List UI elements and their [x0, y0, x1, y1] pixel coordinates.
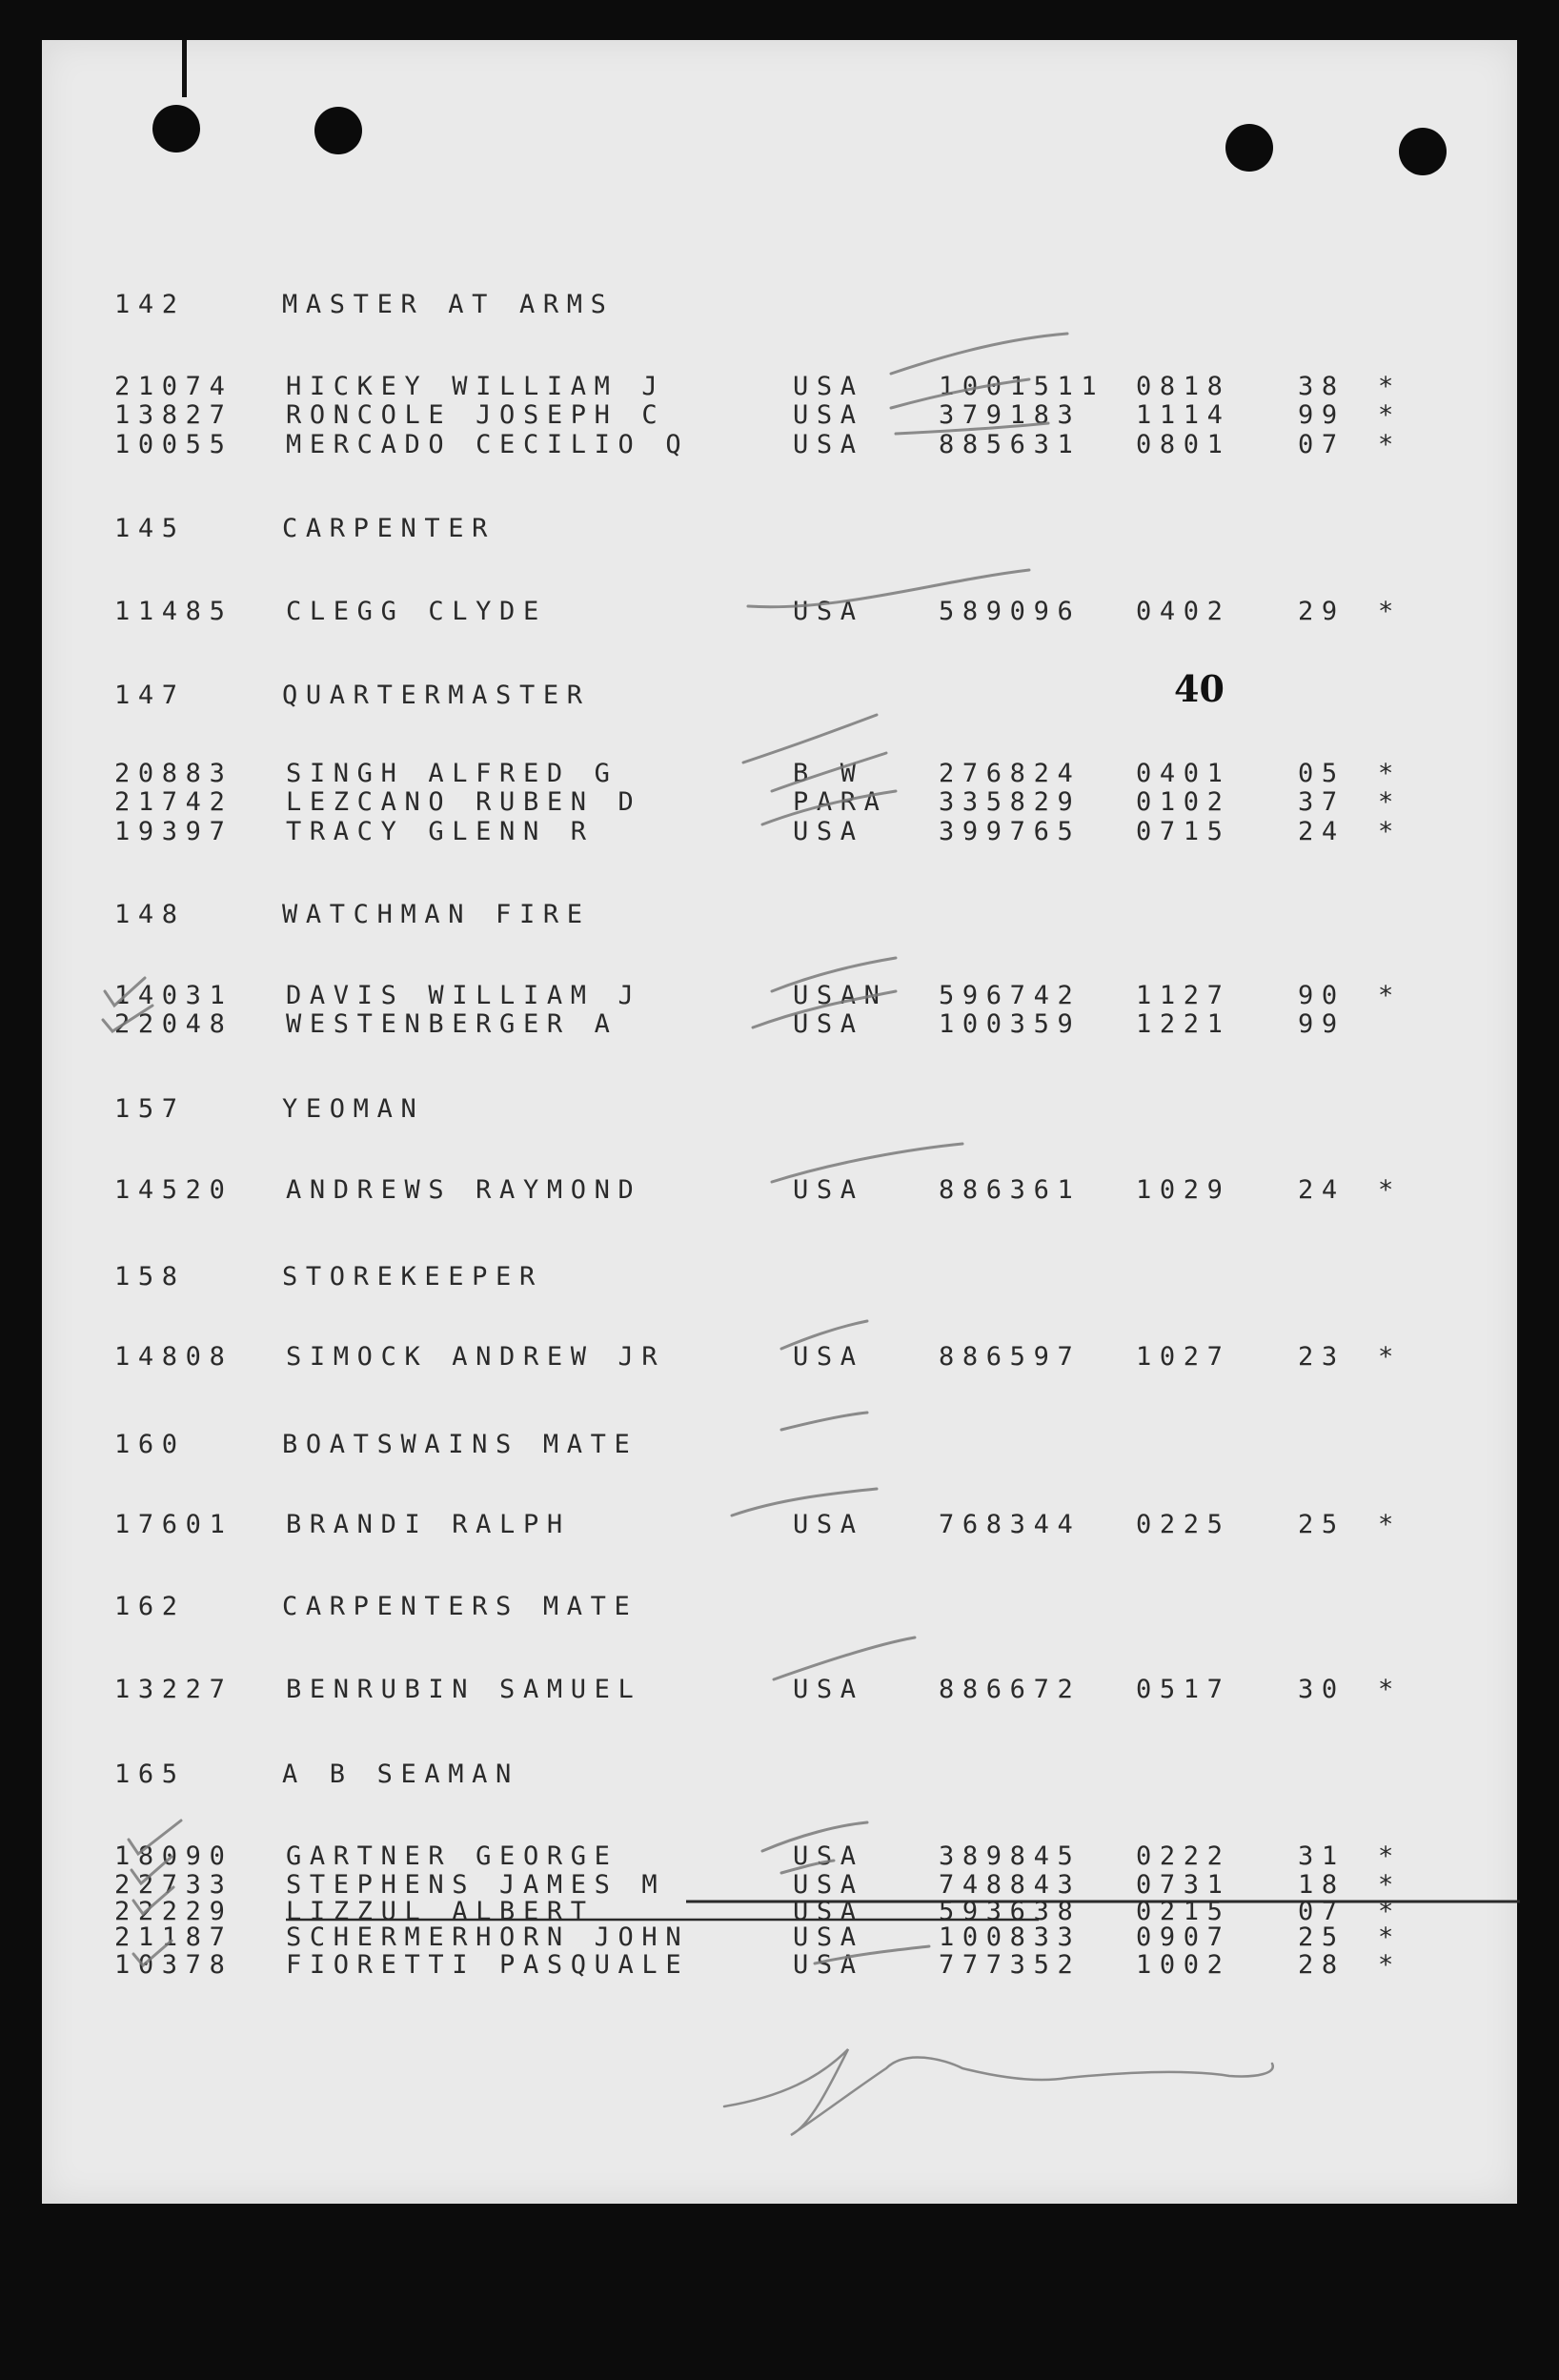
year-code: 18 [1298, 1870, 1346, 1900]
rating-title: A B SEAMAN [282, 1760, 519, 1789]
rating-code: 162 [114, 1592, 186, 1621]
date-code: 1114 [1136, 400, 1231, 430]
asterisk-mark: * [1378, 1841, 1402, 1871]
seaman-id: 14520 [114, 1175, 233, 1205]
document-number: 100833 [939, 1922, 1082, 1952]
seaman-id: 19397 [114, 817, 233, 846]
asterisk-mark: * [1378, 400, 1402, 430]
asterisk-mark: * [1378, 1950, 1402, 1980]
nationality: USA [793, 1870, 864, 1900]
date-code: 0801 [1136, 430, 1231, 459]
rating-code: 157 [114, 1094, 186, 1124]
year-code: 23 [1298, 1342, 1346, 1372]
document-number: 589096 [939, 597, 1082, 626]
nationality: B W [793, 759, 864, 788]
seaman-name: GARTNER GEORGE [286, 1841, 618, 1871]
seaman-name: STEPHENS JAMES M [286, 1870, 666, 1900]
document-number: 399765 [939, 817, 1082, 846]
seaman-name: HICKEY WILLIAM J [286, 372, 666, 401]
seaman-id: 13227 [114, 1675, 233, 1704]
nationality: USA [793, 1175, 864, 1205]
asterisk-mark: * [1378, 981, 1402, 1010]
document-number: 379183 [939, 400, 1082, 430]
seaman-name: SINGH ALFRED G [286, 759, 618, 788]
date-code: 1029 [1136, 1175, 1231, 1205]
year-code: 99 [1298, 400, 1346, 430]
year-code: 25 [1298, 1922, 1346, 1952]
rating-code: 148 [114, 900, 186, 929]
year-code: 25 [1298, 1510, 1346, 1539]
seaman-name: SIMOCK ANDREW JR [286, 1342, 666, 1372]
nationality: USA [793, 1675, 864, 1704]
document-number: 596742 [939, 981, 1082, 1010]
rating-title: MASTER AT ARMS [282, 290, 615, 319]
asterisk-mark: * [1378, 787, 1402, 817]
seaman-name: FIORETTI PASQUALE [286, 1950, 690, 1980]
date-code: 0402 [1136, 597, 1231, 626]
rating-code: 158 [114, 1262, 186, 1292]
asterisk-mark: * [1378, 597, 1402, 626]
year-code: 07 [1298, 1897, 1346, 1926]
year-code: 05 [1298, 759, 1346, 788]
seaman-name: BRANDI RALPH [286, 1510, 571, 1539]
seaman-id: 18090 [114, 1841, 233, 1871]
seaman-name: TRACY GLENN R [286, 817, 595, 846]
rating-title: BOATSWAINS MATE [282, 1430, 638, 1459]
nationality: USA [793, 597, 864, 626]
date-code: 0731 [1136, 1870, 1231, 1900]
seaman-name: LIZZUL ALBERT [286, 1897, 595, 1926]
asterisk-mark: * [1378, 1870, 1402, 1900]
nationality: USA [793, 817, 864, 846]
nationality: USA [793, 1922, 864, 1952]
document-number: 276824 [939, 759, 1082, 788]
seaman-id: 21742 [114, 787, 233, 817]
asterisk-mark: * [1378, 1897, 1402, 1926]
rating-code: 145 [114, 514, 186, 543]
asterisk-mark: * [1378, 1675, 1402, 1704]
date-code: 1221 [1136, 1009, 1231, 1039]
seaman-id: 22229 [114, 1897, 233, 1926]
seaman-id: 14031 [114, 981, 233, 1010]
document-number: 777352 [939, 1950, 1082, 1980]
seaman-id: 22048 [114, 1009, 233, 1039]
year-code: 24 [1298, 817, 1346, 846]
asterisk-mark: * [1378, 1922, 1402, 1952]
seaman-name: WESTENBERGER A [286, 1009, 618, 1039]
seaman-id: 20883 [114, 759, 233, 788]
asterisk-mark: * [1378, 430, 1402, 459]
nationality: USA [793, 1510, 864, 1539]
rating-title: STOREKEEPER [282, 1262, 543, 1292]
document-number: 1001511 [939, 372, 1105, 401]
seaman-id: 22733 [114, 1870, 233, 1900]
date-code: 0215 [1136, 1897, 1231, 1926]
seaman-id: 13827 [114, 400, 233, 430]
year-code: 37 [1298, 787, 1346, 817]
nationality: PARA [793, 787, 888, 817]
nationality: USA [793, 1841, 864, 1871]
asterisk-mark: * [1378, 759, 1402, 788]
asterisk-mark: * [1378, 1342, 1402, 1372]
year-code: 30 [1298, 1675, 1346, 1704]
seaman-name: BENRUBIN SAMUEL [286, 1675, 642, 1704]
seaman-name: SCHERMERHORN JOHN [286, 1922, 690, 1952]
seaman-id: 11485 [114, 597, 233, 626]
nationality: USA [793, 1897, 864, 1926]
rating-code: 165 [114, 1760, 186, 1789]
seaman-name: RONCOLE JOSEPH C [286, 400, 666, 430]
document-number: 886672 [939, 1675, 1082, 1704]
rating-title: YEOMAN [282, 1094, 425, 1124]
rating-code: 147 [114, 681, 186, 710]
date-code: 0401 [1136, 759, 1231, 788]
document-number: 768344 [939, 1510, 1082, 1539]
seaman-id: 17601 [114, 1510, 233, 1539]
document-number: 389845 [939, 1841, 1082, 1871]
document-number: 886361 [939, 1175, 1082, 1205]
year-code: 90 [1298, 981, 1346, 1010]
nationality: USA [793, 372, 864, 401]
nationality: USAN [793, 981, 888, 1010]
date-code: 0715 [1136, 817, 1231, 846]
seaman-name: LEZCANO RUBEN D [286, 787, 642, 817]
document-number: 100359 [939, 1009, 1082, 1039]
seaman-name: DAVIS WILLIAM J [286, 981, 642, 1010]
rating-title: CARPENTER [282, 514, 496, 543]
nationality: USA [793, 400, 864, 430]
year-code: 38 [1298, 372, 1346, 401]
year-code: 29 [1298, 597, 1346, 626]
year-code: 24 [1298, 1175, 1346, 1205]
year-code: 31 [1298, 1841, 1346, 1871]
seaman-name: ANDREWS RAYMOND [286, 1175, 642, 1205]
date-code: 0102 [1136, 787, 1231, 817]
rating-code: 142 [114, 290, 186, 319]
year-code: 07 [1298, 430, 1346, 459]
asterisk-mark: * [1378, 817, 1402, 846]
date-code: 0225 [1136, 1510, 1231, 1539]
seaman-name: CLEGG CLYDE [286, 597, 547, 626]
nationality: USA [793, 430, 864, 459]
seaman-id: 21074 [114, 372, 233, 401]
document-number: 886597 [939, 1342, 1082, 1372]
document-number: 335829 [939, 787, 1082, 817]
seaman-id: 21187 [114, 1922, 233, 1952]
date-code: 0818 [1136, 372, 1231, 401]
rating-title: CARPENTERS MATE [282, 1592, 638, 1621]
asterisk-mark: * [1378, 1510, 1402, 1539]
date-code: 0517 [1136, 1675, 1231, 1704]
year-code: 28 [1298, 1950, 1346, 1980]
date-code: 0222 [1136, 1841, 1231, 1871]
rating-title: QUARTERMASTER [282, 681, 591, 710]
rating-code: 160 [114, 1430, 186, 1459]
page-number: 40 [1174, 667, 1225, 710]
seaman-name: MERCADO CECILIO Q [286, 430, 690, 459]
nationality: USA [793, 1950, 864, 1980]
nationality: USA [793, 1342, 864, 1372]
document-number: 748843 [939, 1870, 1082, 1900]
date-code: 1127 [1136, 981, 1231, 1010]
seaman-id: 10055 [114, 430, 233, 459]
document-number: 885631 [939, 430, 1082, 459]
asterisk-mark: * [1378, 372, 1402, 401]
seaman-id: 14808 [114, 1342, 233, 1372]
date-code: 0907 [1136, 1922, 1231, 1952]
rating-title: WATCHMAN FIRE [282, 900, 591, 929]
asterisk-mark: * [1378, 1175, 1402, 1205]
document-number: 593638 [939, 1897, 1082, 1926]
nationality: USA [793, 1009, 864, 1039]
year-code: 99 [1298, 1009, 1346, 1039]
seaman-id: 10378 [114, 1950, 233, 1980]
date-code: 1027 [1136, 1342, 1231, 1372]
date-code: 1002 [1136, 1950, 1231, 1980]
